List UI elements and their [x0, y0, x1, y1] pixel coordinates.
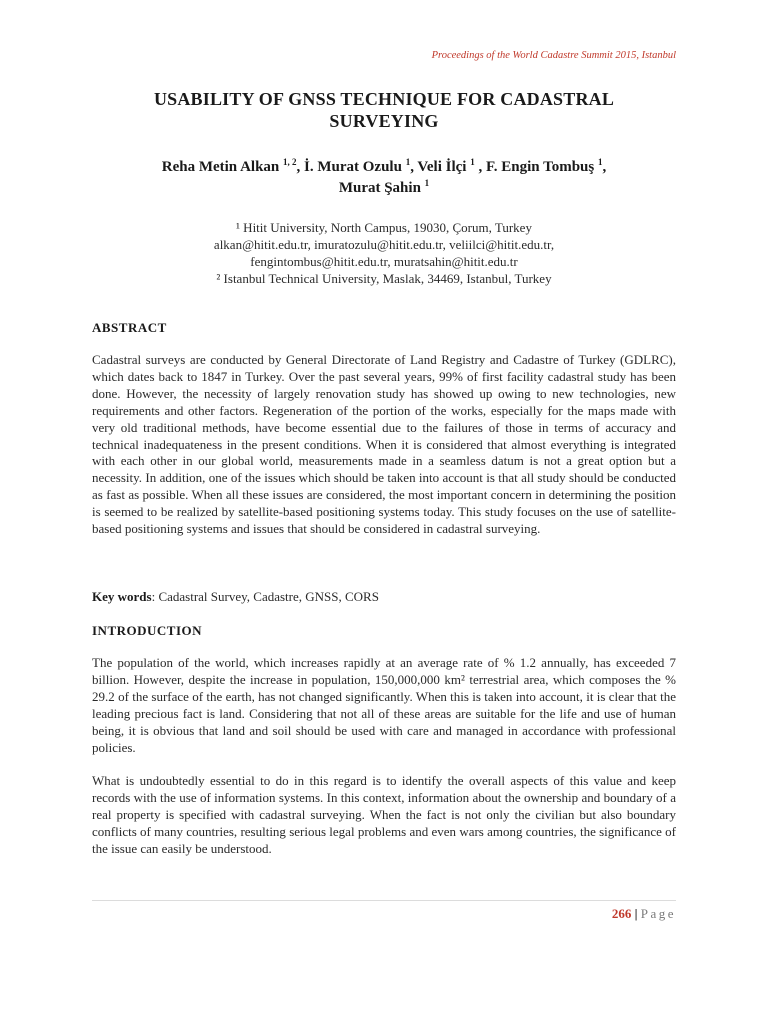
- author-affiliation-mark: 1: [470, 157, 475, 167]
- page-label: Page: [640, 906, 676, 921]
- introduction-heading: INTRODUCTION: [92, 623, 203, 638]
- footer-separator: |: [634, 906, 638, 921]
- author-name: F. Engin Tombuş: [485, 159, 595, 175]
- affiliations: [92, 219, 676, 287]
- abstract-heading: ABSTRACT: [92, 320, 167, 335]
- affiliation-line: ¹ Hitit University, North Campus, 19030, Çorum, Turkey: [236, 220, 532, 235]
- keywords-values: : Cadastral Survey, Cadastre, GNSS, CORS: [151, 589, 379, 604]
- keywords-label: Key words: [92, 589, 152, 604]
- introduction-paragraph-2: What is undoubtedly essential to do in this regard is to identify the overall aspects of this value and keep records with the use of information systems. In this context, information about the ownership and boundary of a real property is specified with cadastral surveying. When the fact is not only the civilian but also boundary conflicts of many countries, resulting serious legal problems and even wars among countries, the significance of the issue can easily be understood.: [92, 773, 676, 856]
- author-name: Reha Metin Alkan: [161, 159, 280, 175]
- introduction-paragraph-1: The population of the world, which increases rapidly at an average rate of % 1.2 annually, has exceeded 7 billion. However, despite the increase in population, 150,000,000 km² terrestrial area, which composes the % 29.2 of the surface of the earth, has not changed significantly. When this is taken into account, it is clear that the leading precious fact is land. Considering that not all of these areas are suitable for the life and use of human being, it is obvious that land and soil should be used with care and managed in accordance with professional policies.: [92, 655, 676, 755]
- paper-title-line-2: SURVEYING: [329, 111, 439, 131]
- affiliation-emails: fengintombus@hitit.edu.tr, muratsahin@hitit.edu.tr: [250, 254, 518, 269]
- author-affiliation-mark: 1: [405, 157, 411, 167]
- author-affiliation-mark: 1: [597, 157, 603, 167]
- page-footer: [612, 906, 676, 922]
- affiliation-line: ² Istanbul Technical University, Maslak, 34469, Istanbul, Turkey: [216, 271, 552, 286]
- page-number: 266: [611, 906, 632, 921]
- author-name: Murat Şahin: [338, 180, 421, 196]
- paper-title: [92, 88, 676, 132]
- author-affiliation-mark: 1: [424, 178, 430, 188]
- affiliation-emails: alkan@hitit.edu.tr, imuratozulu@hitit.edu.tr, veliilci@hitit.edu.tr,: [213, 237, 555, 252]
- paper-title-line-1: USABILITY OF GNSS TECHNIQUE FOR CADASTRAL: [153, 89, 615, 109]
- author-list: Reha Metin Alkan $^{1, 2}$, İ. Murat Ozulu $^1$, Veli İlçi $^1$ , F. Engin Tombuş $^1$, Murat Şahin $^1$: [161, 157, 607, 196]
- author-name: İ. Murat Ozulu: [304, 159, 402, 175]
- running-header: Proceedings of the World Cadastre Summit 2015, Istanbul: [431, 50, 676, 61]
- author-name: Veli İlçi: [417, 159, 467, 175]
- footer-divider: [92, 900, 676, 901]
- keywords-line: [92, 588, 676, 605]
- abstract-text: Cadastral surveys are conducted by General Directorate of Land Registry and Cadastre of Turkey (GDLRC), which dates back to 1847 in Turkey. Over the past several years, 99% of first facility cadastral study has been done. However, the necessity of largely renovation study has showed up owing to new technologies, new requirements and other factors. Regeneration of the portion of the works, especially for the maps made with very old traditional methods, have become essential due to the failures of those in terms of accuracy and technical inadequateness in the present conditions. When it is considered that almost everything is integrated with each other in our global world, measurements made in a seamless datum is not a great option but a necessity. In addition, one of the issues which should be taken into account is that all study should be conducted as fast as possible. When all these issues are considered, the most important concern in determining the position is seemed to be realized by satellite-based positioning systems today. This study focuses on the use of satellite-based positioning systems and issues that should be considered in cadastral surveying.: [92, 352, 676, 537]
- author-affiliation-mark: 1, 2: [283, 157, 297, 167]
